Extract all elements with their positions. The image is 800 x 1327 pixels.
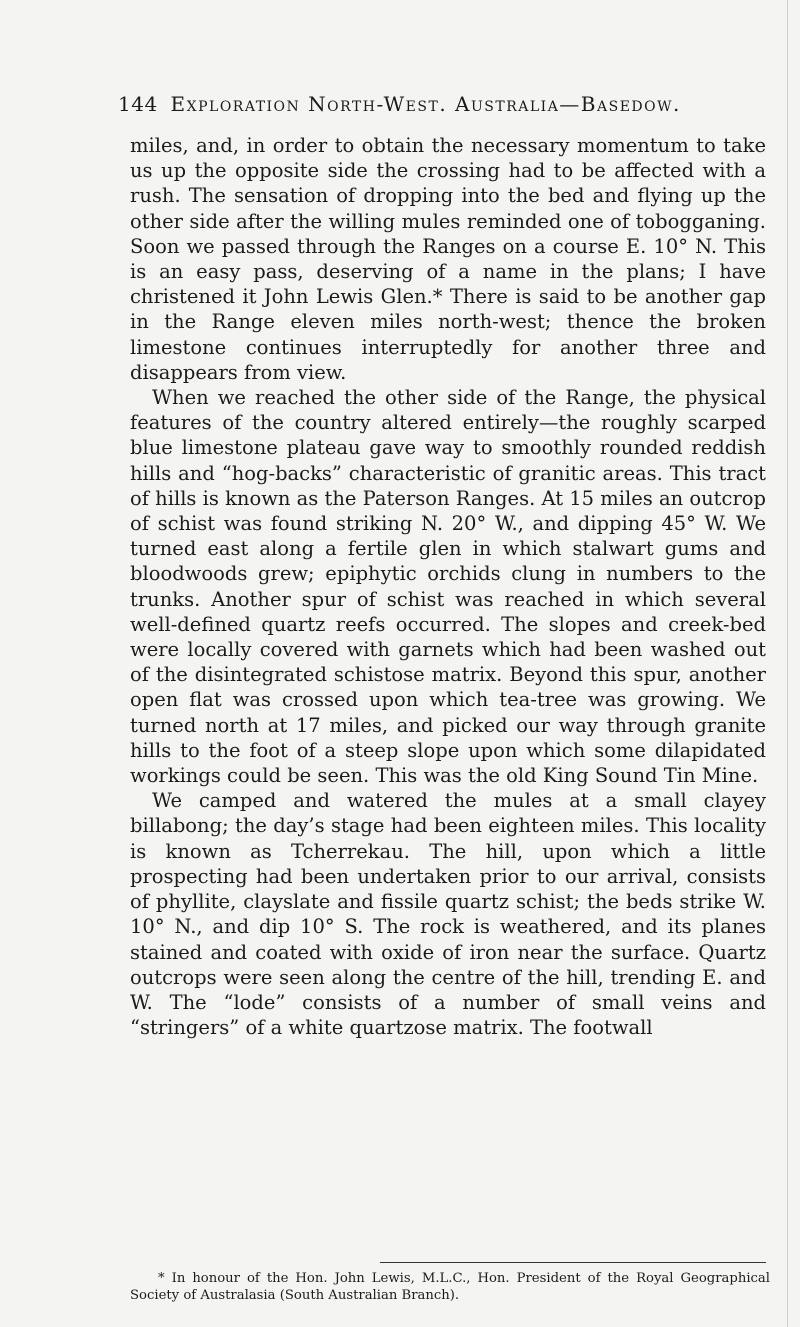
page-number: 144 bbox=[118, 92, 158, 116]
running-header bbox=[118, 92, 778, 116]
running-title: Exploration North-West. Australia—Basedow. bbox=[170, 92, 681, 116]
footnote-text: * In honour of the Hon. John Lewis, M.L.C., Hon. President of the Royal Geographical Society of Australasia (South Australian Branch). bbox=[130, 1271, 770, 1303]
paragraph-1: miles, and, in order to obtain the necessary momentum to take us up the opposite side the crossing had to be affected with a rush. The sensation of dropping into the bed and flying up the other side after the willing mules reminded one of tobogganing. Soon we passed through the Ranges on a course E. 10° N. This is an easy pass, deserving of a name in the plans; I have christened it John Lewis Glen.* There is said to be another gap in the Range eleven miles north-west; thence the broken limestone continues interruptedly for another three and disappears from view. bbox=[130, 134, 766, 384]
body-text bbox=[130, 133, 766, 1040]
page-edge-line bbox=[787, 0, 788, 1327]
paragraph-3: We camped and watered the mules at a small clayey billabong; the day’s stage had been eighteen miles. This locality is known as Tcherrekau. The hill, upon which a little prospecting had been undertaken prior to our arrival, consists of phyllite, clayslate and fissile quartz schist; the beds strike W. 10° N., and dip 10° S. The rock is weathered, and its planes stained and coated with oxide of iron near the surface. Quartz outcrops were seen along the centre of the hill, trending E. and W. The “lode” consists of a number of small veins and “stringers” of a white quartzose matrix. The footwall bbox=[130, 789, 766, 1040]
footnote-divider bbox=[380, 1262, 766, 1263]
paragraph-2: When we reached the other side of the Range, the physical features of the country altered entirely—the roughly scarped blue limestone plateau gave way to smoothly rounded reddish hills and “hog-backs” characteristic of granitic areas. This tract of hills is known as the Paterson Ranges. At 15 miles an outcrop of schist was found striking N. 20° W., and dipping 45° W. We turned east along a fertile glen in which stalwart gums and bloodwoods grew; epiphytic orchids clung in numbers to the trunks. Another spur of schist was reached in which several well-defined quartz reefs occurred. The slopes and creek-bed were locally covered with garnets which had been washed out of the disintegrated schistose matrix. Beyond this spur, another open flat was crossed upon which tea-tree was growing. We turned north at 17 miles, and picked our way through granite hills to the foot of a steep slope upon which some dilapidated workings could be seen. This was the old King Sound Tin Mine. bbox=[130, 386, 766, 788]
footnote bbox=[130, 1270, 770, 1304]
